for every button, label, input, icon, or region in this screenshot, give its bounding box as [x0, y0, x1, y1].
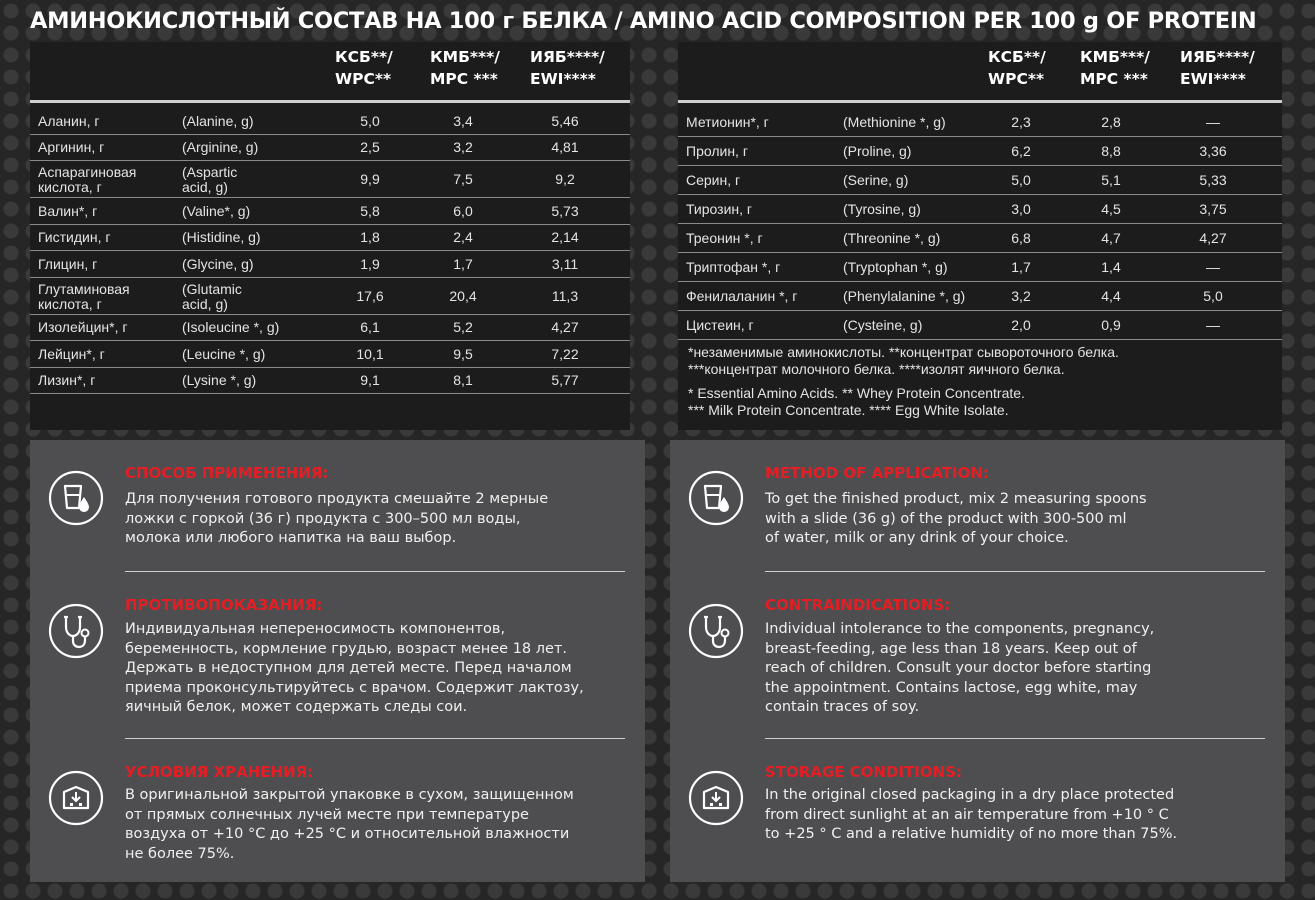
table-row: [678, 282, 1282, 311]
value-ewi: 5,46: [551, 112, 579, 129]
value-wpc: 9,1: [360, 372, 380, 389]
table-row: [30, 135, 630, 162]
footnote-ru-2: ***концентрат молочного белка. ****изолят яичного белка.: [688, 361, 1065, 377]
value-ewi: 3,11: [551, 255, 579, 272]
instructions-panel-en: [670, 440, 1285, 882]
amino-acid-en: (Tryptophan *, g): [843, 259, 948, 275]
value-wpc: 5,0: [1011, 172, 1031, 188]
table-row: [678, 137, 1282, 166]
amino-acid-ru: Пролин, г: [686, 143, 748, 159]
value-ewi: 5,77: [551, 372, 579, 389]
amino-acid-en: (Serine, g): [843, 172, 909, 188]
value-mpc: 3,4: [453, 112, 473, 129]
table-rows-left: [30, 108, 630, 394]
section-divider: [765, 571, 1265, 572]
value-ewi: 3,36: [1199, 143, 1227, 159]
value-mpc: 9,5: [453, 345, 473, 362]
amino-acid-ru: Фенилаланин *, г: [686, 288, 798, 304]
column-header-wpc: КСБ**/ WPC**: [988, 48, 1046, 88]
value-wpc: 1,8: [360, 229, 380, 246]
value-ewi: 5,0: [1203, 288, 1223, 304]
value-wpc: 2,5: [360, 139, 380, 156]
table-rows-right: [678, 108, 1282, 340]
section-title-contraindications: ПРОТИВОПОКАЗАНИЯ:: [125, 596, 323, 614]
column-header-mpc: КМБ***/ MPC ***: [430, 48, 500, 88]
table-row: [678, 108, 1282, 137]
column-header-mpc: КМБ***/ MPC ***: [1080, 48, 1150, 88]
table-row: [678, 224, 1282, 253]
value-wpc: 1,9: [360, 255, 380, 272]
section-title-application: СПОСОБ ПРИМЕНЕНИЯ:: [125, 464, 329, 482]
amino-acid-ru: Гистидин, г: [38, 229, 111, 246]
value-ewi: 11,3: [551, 287, 579, 304]
value-mpc: 5,2: [453, 319, 473, 336]
value-wpc: 17,6: [356, 287, 384, 304]
footnote-en-1: * Essential Amino Acids. ** Whey Protein Concentrate.: [688, 385, 1025, 401]
table-row: [678, 166, 1282, 195]
header-divider: [678, 100, 1282, 103]
section-text-storage: В оригинальной закрытой упаковке в сухом, защищенном от прямых солнечных лучей месте при температуре воздуха от +10 °С до +25 °С и относительной влажности не более 75%.: [125, 787, 574, 862]
amino-acid-en: (Cysteine, g): [843, 317, 923, 333]
value-ewi: 3,75: [1199, 201, 1227, 217]
table-row: [30, 198, 630, 225]
value-mpc: 20,4: [449, 287, 477, 304]
value-mpc: 1,4: [1101, 259, 1121, 275]
value-mpc: 4,5: [1101, 201, 1121, 217]
stethoscope-icon: [48, 603, 104, 659]
stethoscope-icon: [688, 603, 744, 659]
amino-acid-en: (Threonine *, g): [843, 230, 941, 246]
table-row: [30, 161, 630, 198]
value-wpc: 6,8: [1011, 230, 1031, 246]
header-divider: [30, 100, 630, 103]
page-title: АМИНОКИСЛОТНЫЙ СОСТАВ НА 100 г БЕЛКА / AMINO ACID COMPOSITION PER 100 g OF PROTEIN: [30, 8, 1257, 34]
value-wpc: 9,9: [360, 171, 380, 187]
value-mpc: 0,9: [1101, 317, 1121, 333]
value-wpc: 5,8: [360, 202, 380, 219]
value-ewi: 7,22: [551, 345, 579, 362]
table-row: [30, 368, 630, 395]
amino-acid-ru: Метионин*, г: [686, 114, 769, 130]
amino-acid-en: (Isoleucine *, g): [182, 319, 280, 336]
amino-acid-ru: Лейцин*, г: [38, 345, 105, 362]
amino-acid-en: (Arginine, g): [182, 139, 259, 156]
value-mpc: 8,1: [453, 372, 473, 389]
section-text-application: Для получения готового продукта смешайте 2 мерные ложки с горкой (36 г) продукта с 300–500 мл воды, молока или любого напитка на ваш выбор.: [125, 491, 549, 546]
table-row: [30, 108, 630, 135]
footnote-en-2: *** Milk Protein Concentrate. **** Egg White Isolate.: [688, 402, 1009, 418]
table-row: [30, 225, 630, 252]
amino-acid-ru: Треонин *, г: [686, 230, 763, 246]
value-mpc: 7,5: [453, 171, 473, 187]
value-mpc: 2,4: [453, 229, 473, 246]
value-wpc: 2,3: [1011, 114, 1031, 130]
section-divider: [125, 738, 625, 739]
amino-acid-ru: Изолейцин*, г: [38, 319, 128, 336]
table-row: [30, 315, 630, 342]
value-wpc: 10,1: [356, 345, 384, 362]
section-title-storage: STORAGE CONDITIONS:: [765, 763, 962, 781]
value-wpc: 2,0: [1011, 317, 1031, 333]
value-wpc: 3,2: [1011, 288, 1031, 304]
amino-acid-ru: Валин*, г: [38, 202, 98, 219]
amino-acid-ru: Аргинин, г: [38, 139, 105, 156]
column-header-ewi: ИЯБ****/ EWI****: [1180, 48, 1255, 88]
value-ewi: —: [1206, 259, 1220, 275]
footnote-ru-1: *незаменимые аминокислоты. **концентрат сывороточного белка.: [688, 344, 1119, 360]
amino-acid-ru: Цистеин, г: [686, 317, 754, 333]
value-wpc: 3,0: [1011, 201, 1031, 217]
amino-acid-en: (Tyrosine, g): [843, 201, 921, 217]
column-header-ewi: ИЯБ****/ EWI****: [530, 48, 605, 88]
glass-drop-icon: [688, 470, 744, 526]
table-row: [30, 251, 630, 278]
amino-acid-en: (Glutamic acid, g): [182, 280, 242, 312]
amino-acid-ru: Триптофан *, г: [686, 259, 781, 275]
value-ewi: 2,14: [551, 229, 579, 246]
storage-box-icon: [48, 770, 104, 826]
value-wpc: 6,1: [360, 319, 380, 336]
value-ewi: —: [1206, 317, 1220, 333]
amino-acid-en: (Leucine *, g): [182, 345, 266, 362]
amino-acid-en: (Phenylalanine *, g): [843, 288, 966, 304]
instructions-panel-ru: [30, 440, 645, 882]
value-ewi: 4,27: [1199, 230, 1227, 246]
value-ewi: —: [1206, 114, 1220, 130]
amino-acid-ru: Глицин, г: [38, 255, 98, 272]
amino-acid-en: (Glycine, g): [182, 255, 254, 272]
table-row: [30, 341, 630, 368]
amino-acid-ru: Аланин, г: [38, 112, 100, 129]
storage-box-icon: [688, 770, 744, 826]
section-divider: [765, 738, 1265, 739]
section-title-contraindications: CONTRAINDICATIONS:: [765, 596, 951, 614]
value-ewi: 5,33: [1199, 172, 1227, 188]
section-text-application: To get the finished product, mix 2 measuring spoons with a slide (36 g) of the product with 300-500 ml of water, milk or any drink of your choice.: [765, 491, 1147, 546]
amino-acid-ru: Тирозин, г: [686, 201, 753, 217]
section-text-contraindications: Individual intolerance to the components, pregnancy, breast-feeding, age less than 18 years. Keep out of reach of children. Consult your doctor before starting the appointment. Contains lactose, egg white, may contain traces of soy.: [765, 621, 1155, 715]
amino-acid-ru: Глутаминовая кислота, г: [38, 280, 130, 312]
section-title-storage: УСЛОВИЯ ХРАНЕНИЯ:: [125, 763, 314, 781]
section-text-storage: In the original closed packaging in a dry place protected from direct sunlight at an air temperature from +10 ° C to +25 ° C and a relative humidity of no more than 75%.: [765, 787, 1178, 842]
footnotes: [688, 344, 1268, 419]
value-ewi: 4,81: [551, 139, 579, 156]
value-ewi: 5,73: [551, 202, 579, 219]
section-text-contraindications: Индивидуальная непереносимость компонентов, беременность, кормление грудью, возраст менее 18 лет. Держать в недоступном для детей месте. Перед началом приема проконсультируйтесь с врачом. Содержит лактозу, яичный белок, может содержать следы сои.: [125, 621, 584, 715]
value-mpc: 1,7: [453, 255, 473, 272]
table-row: [678, 311, 1282, 340]
value-wpc: 6,2: [1011, 143, 1031, 159]
amino-table-right: [678, 42, 1282, 430]
glass-drop-icon: [48, 470, 104, 526]
value-ewi: 4,27: [551, 319, 579, 336]
value-mpc: 5,1: [1101, 172, 1121, 188]
value-wpc: 1,7: [1011, 259, 1031, 275]
table-row: [678, 253, 1282, 282]
value-ewi: 9,2: [555, 171, 575, 187]
amino-acid-ru: Серин, г: [686, 172, 741, 188]
value-mpc: 6,0: [453, 202, 473, 219]
value-mpc: 8,8: [1101, 143, 1121, 159]
table-row: [678, 195, 1282, 224]
amino-acid-ru: Лизин*, г: [38, 372, 96, 389]
column-header-wpc: КСБ**/ WPC**: [335, 48, 393, 88]
value-mpc: 4,7: [1101, 230, 1121, 246]
amino-acid-en: (Lysine *, g): [182, 372, 257, 389]
value-mpc: 3,2: [453, 139, 473, 156]
value-mpc: 4,4: [1101, 288, 1121, 304]
amino-acid-ru: Аспарагиновая кислота, г: [38, 164, 137, 195]
section-divider: [125, 571, 625, 572]
amino-acid-en: (Histidine, g): [182, 229, 261, 246]
section-title-application: METHOD OF APPLICATION:: [765, 464, 989, 482]
amino-acid-en: (Aspartic acid, g): [182, 164, 238, 195]
amino-table-left: [30, 42, 630, 430]
value-wpc: 5,0: [360, 112, 380, 129]
amino-acid-en: (Valine*, g): [182, 202, 251, 219]
amino-acid-en: (Alanine, g): [182, 112, 254, 129]
amino-acid-en: (Proline, g): [843, 143, 912, 159]
amino-acid-en: (Methionine *, g): [843, 114, 946, 130]
table-row: [30, 278, 630, 315]
value-mpc: 2,8: [1101, 114, 1121, 130]
